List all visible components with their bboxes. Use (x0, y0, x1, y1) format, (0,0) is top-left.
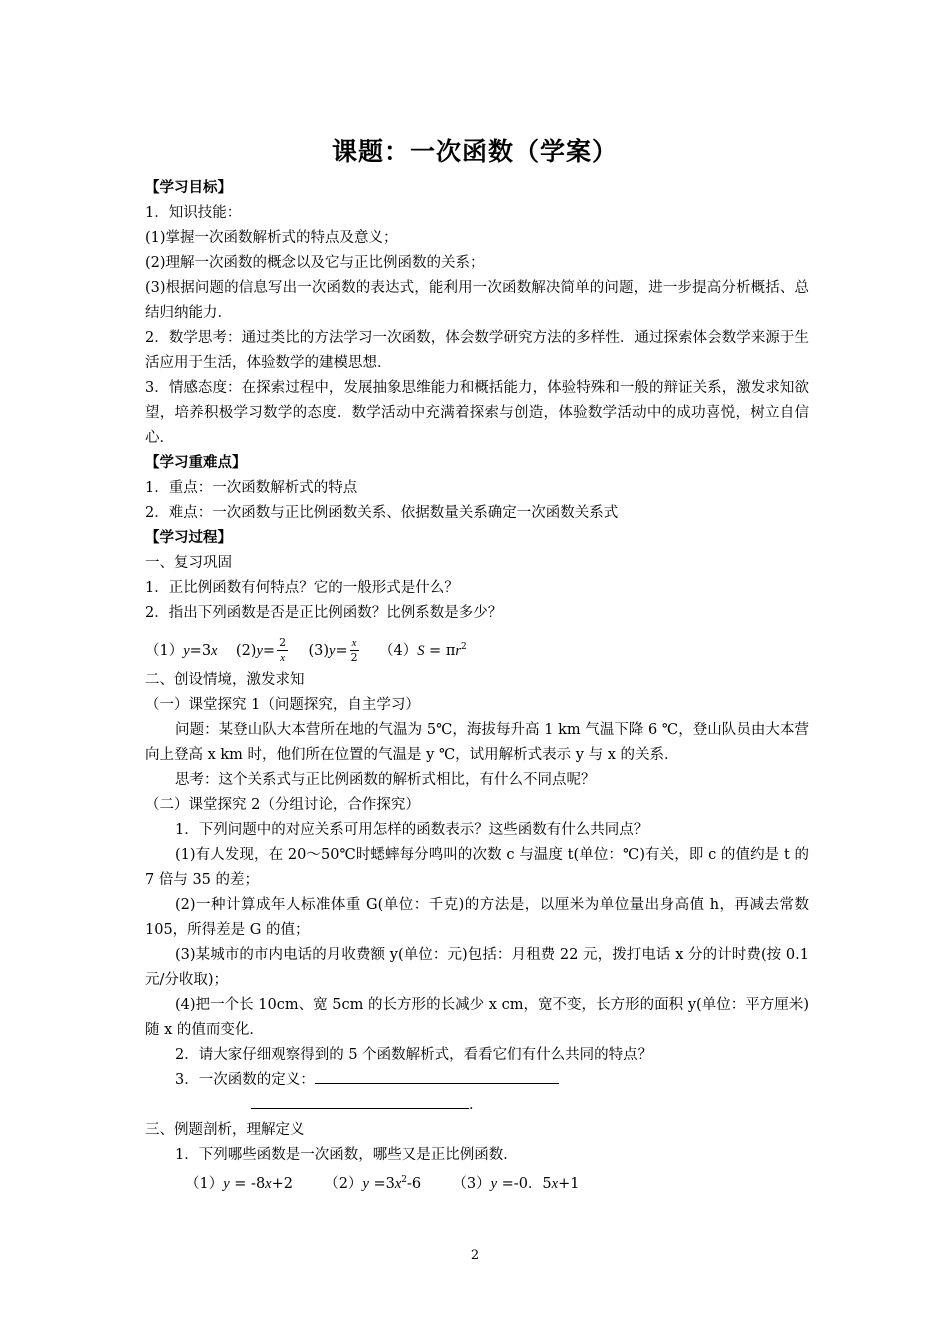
goal-1c: (3)根据问题的信息写出一次函数的表达式，能利用一次函数解决简单的问题，进一步提高分析概括、总结归纳能力． (145, 280, 809, 321)
inquiry-1-think: 思考：这个关系式与正比例函数的解析式相比，有什么不同点呢？ (175, 772, 596, 788)
review-question-2: 2．指出下列函数是否是正比例函数？比例系数是多少？ (145, 605, 503, 621)
definition-line: 3．一次函数的定义： (145, 1068, 809, 1093)
definition-line-2: ． (145, 1093, 809, 1118)
inquiry-1-problem: 问题：某登山队大本营所在地的气温为 5℃，海拔每升高 1 km 气温下降 6 ℃，登山队员由大本营向上登高 x km 时，他们所在位置的气温是 y ℃，试用解析式表示 y 与 x 的关系． (145, 722, 809, 763)
var: y (256, 642, 263, 659)
function-list (145, 626, 809, 668)
expr: =3 (189, 642, 212, 659)
document-body (145, 176, 809, 1193)
fill-blank[interactable] (315, 1069, 559, 1084)
part-2-heading: 二、创设情境，激发求知 (145, 672, 305, 688)
section-heading-key-points: 【学习重难点】 (145, 455, 247, 471)
part-1-heading: 一、复习巩固 (145, 555, 232, 571)
inquiry-2-q1d: (4)把一个长 10cm、宽 5cm 的长方形的长减少 x cm，宽不变，长方形的面积 y(单位：平方厘米)随 x 的值而变化． (145, 997, 809, 1038)
key-point-2: 2．难点：一次函数与正比例函数关系、依据数量关系确定一次函数关系式 (145, 505, 619, 521)
expr: = (335, 642, 348, 659)
inquiry-2-q1c: (3)某城市的市内电话的月收费额 y(单位：元)包括：月租费 22 元，拨打电话 x 分的计时费(按 0.1 元/分收取)； (145, 947, 809, 988)
inquiry-2-q2: 2．请大家仔细观察得到的 5 个函数解析式，看看它们有什么共同的特点？ (175, 1047, 653, 1063)
inquiry-2-q1b: (2)一种计算成年人标准体重 G(单位：千克)的方法是，以厘米为单位量出身高值 h，再减去常数 105，所得差是 G 的值； (145, 897, 809, 938)
inquiry-1-heading: （一）课堂探究 1（问题探究，自主学习） (145, 697, 420, 713)
item-label: （4） (378, 642, 418, 659)
review-question-1: 1．正比例函数有何特点？它的一般形式是什么？ (145, 580, 459, 596)
inquiry-2-heading: （二）课堂探究 2（分组讨论，合作探究） (145, 797, 420, 813)
expr: = (262, 642, 276, 659)
var: S (417, 642, 425, 659)
fraction: $\frac{2}{x}$ (279, 636, 287, 665)
var: r (455, 642, 462, 659)
var: y (183, 642, 190, 659)
section-heading-goals: 【学习目标】 (145, 180, 232, 196)
goal-2: 2．数学思考：通过类比的方法学习一次函数，体会数学研究方法的多样性．通过探索体会数学来源于生活应用于生活，体验数学的建模思想． (145, 330, 809, 371)
example-functions: （1）y = -8x+2 $(2)y =3x^2-6$ （3）y =-0．5x+1 (185, 1175, 580, 1192)
fraction: $\frac{x}{2}$ (350, 637, 358, 665)
page-number: 2 (470, 1248, 480, 1263)
exponent: 2 (461, 642, 467, 652)
var: x (211, 642, 218, 659)
var: y (329, 642, 336, 659)
example-question-1: 1．下列哪些函数是一次函数，哪些又是正比例函数． (175, 1147, 518, 1163)
expr: = π (424, 642, 456, 659)
inquiry-2-q1a: (1)有人发现，在 20～50℃时蟋蟀每分鸣叫的次数 c 与温度 t(单位：℃)有关，即 c 的值约是 t 的 7 倍与 35 的差； (145, 847, 809, 888)
goal-3: 3．情感态度：在探索过程中，发展抽象思维能力和概括能力，体验特殊和一般的辩证关系，激发求知欲望，培养积极学习数学的态度．数学活动中充满着探索与创造，体验数学活动中的成功喜悦，树立自信心． (145, 380, 809, 446)
item-label: (2) (235, 642, 257, 659)
goal-1b: (2)理解一次函数的概念以及它与正比例函数的关系； (145, 255, 485, 271)
item-label: (3) (308, 642, 330, 659)
inquiry-2-q1: 1．下列问题中的对应关系可用怎样的函数表示？这些函数有什么共同点？ (175, 822, 649, 838)
item-label: （1） (145, 642, 184, 659)
section-heading-process: 【学习过程】 (145, 530, 232, 546)
goal-1: 1．知识技能： (145, 205, 242, 221)
part-3-heading: 三、例题剖析，理解定义 (145, 1122, 305, 1138)
page-title: 课题：一次函数（学案） (331, 137, 618, 166)
goal-1a: (1)掌握一次函数解析式的特点及意义； (145, 230, 398, 246)
fill-blank[interactable] (251, 1094, 469, 1109)
key-point-1: 1．重点：一次函数解析式的特点 (145, 480, 358, 496)
